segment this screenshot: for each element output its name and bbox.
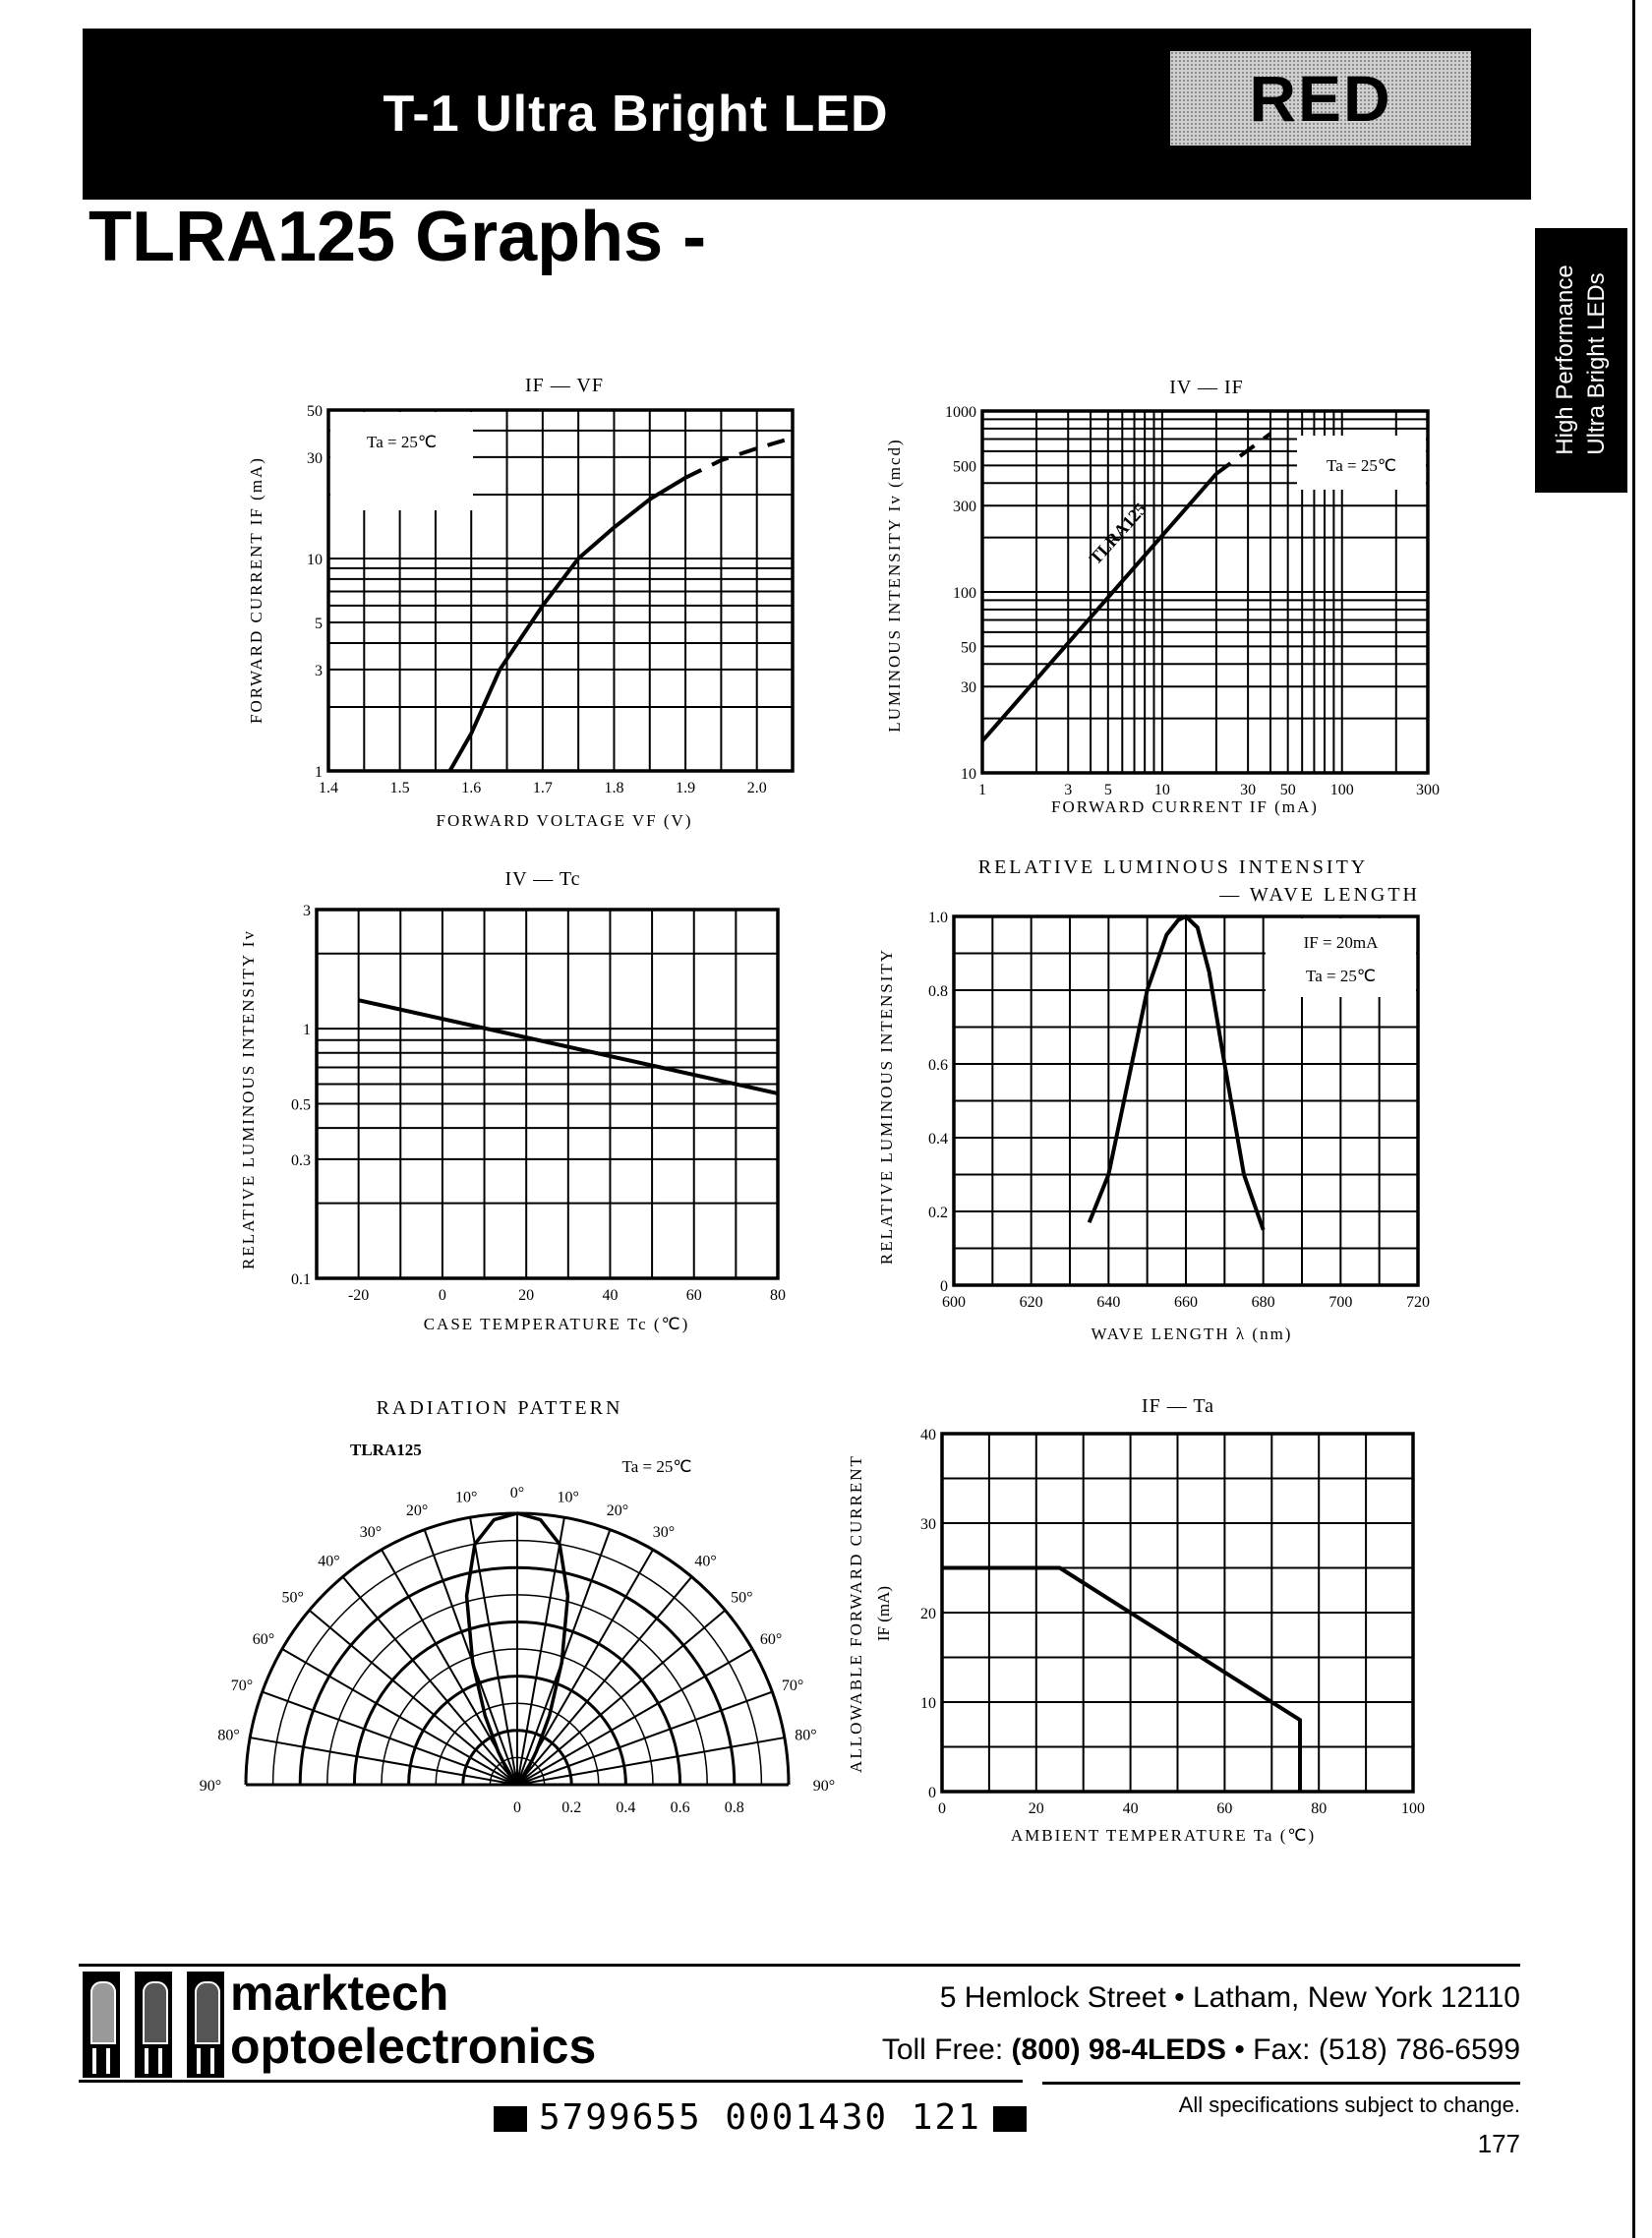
brand-subname: optoelectronics bbox=[230, 2019, 597, 2074]
x-tick-label: 40 bbox=[1122, 1800, 1139, 1817]
chart-iv-tc bbox=[239, 868, 786, 1333]
page-number: 177 bbox=[1477, 2129, 1520, 2158]
y-tick-label: 0.8 bbox=[928, 983, 948, 1000]
x-tick-label: 700 bbox=[1328, 1294, 1353, 1311]
x-tick-label: 1.9 bbox=[676, 780, 696, 796]
x-tick-label: 20 bbox=[1028, 1800, 1044, 1817]
x-tick-label: 1.8 bbox=[604, 780, 624, 796]
radial-tick-label: 0 bbox=[513, 1799, 521, 1816]
plot-frame bbox=[317, 910, 778, 1278]
angle-label: 60° bbox=[252, 1631, 275, 1648]
y-tick-label: 10 bbox=[307, 551, 323, 568]
y-axis-label: LUMINOUS INTENSITY Iv (mcd) bbox=[885, 438, 904, 733]
y-axis-label: RELATIVE LUMINOUS INTENSITY bbox=[877, 947, 896, 1266]
x-tick-label: 20 bbox=[518, 1287, 535, 1304]
barcode bbox=[482, 2097, 1038, 2138]
brand-name: marktech bbox=[230, 1966, 449, 2021]
series-line bbox=[942, 1568, 1300, 1793]
y-tick-label: 0.6 bbox=[928, 1057, 948, 1074]
y-tick-label: 0.5 bbox=[291, 1096, 311, 1114]
angle-label: 30° bbox=[359, 1523, 383, 1541]
x-tick-label: 40 bbox=[602, 1287, 619, 1304]
angle-label: 70° bbox=[781, 1678, 804, 1695]
annotation: Ta = 25℃ bbox=[1327, 456, 1396, 475]
side-tab-line1: High Performance bbox=[1552, 265, 1578, 455]
y-tick-label: 0.4 bbox=[928, 1131, 948, 1148]
x-tick-label: 30 bbox=[1240, 782, 1257, 798]
angle-label: 90° bbox=[812, 1778, 836, 1795]
x-axis-label: CASE TEMPERATURE Tc (℃) bbox=[423, 1315, 690, 1333]
y-tick-label: 0 bbox=[940, 1278, 948, 1295]
angle-label: 80° bbox=[217, 1727, 240, 1744]
phone-number: (800) 98-4LEDS bbox=[1011, 2033, 1226, 2066]
chart-title: IF — VF bbox=[525, 375, 604, 396]
y-tick-label: 50 bbox=[307, 403, 323, 420]
y-tick-label: 5 bbox=[315, 616, 323, 633]
y-tick-label: 0.1 bbox=[291, 1271, 311, 1288]
x-tick-label: 1.7 bbox=[532, 780, 553, 796]
x-tick-label: 1.4 bbox=[319, 780, 338, 796]
footer-divider bbox=[1042, 2082, 1520, 2085]
side-tab-line2: Ultra Bright LEDs bbox=[1583, 272, 1610, 455]
address: 5 Hemlock Street • Latham, New York 12110 bbox=[939, 1981, 1520, 2014]
angle-label: 10° bbox=[455, 1489, 478, 1506]
header-title: T-1 Ultra Bright LED bbox=[383, 86, 889, 143]
y-tick-label: 300 bbox=[953, 499, 976, 516]
x-tick-label: 3 bbox=[1064, 782, 1073, 798]
x-axis-label: FORWARD CURRENT IF (mA) bbox=[1051, 797, 1319, 816]
chart-title: IF — Ta bbox=[1141, 1395, 1215, 1417]
angle-label: 40° bbox=[694, 1553, 717, 1570]
y-tick-label: 3 bbox=[303, 903, 311, 919]
x-tick-label: 1.6 bbox=[461, 780, 482, 796]
x-tick-label: 660 bbox=[1174, 1294, 1198, 1311]
x-tick-label: 100 bbox=[1329, 782, 1354, 798]
angle-label: 20° bbox=[405, 1502, 429, 1519]
angle-label: 30° bbox=[652, 1523, 676, 1541]
y-tick-label: 0.2 bbox=[928, 1205, 948, 1221]
x-tick-label: 50 bbox=[1279, 782, 1296, 798]
annotation-box bbox=[330, 412, 473, 510]
angle-label: 40° bbox=[318, 1553, 340, 1570]
x-tick-label: 80 bbox=[1311, 1800, 1328, 1817]
y-tick-label: 40 bbox=[920, 1427, 936, 1443]
annotation: Ta = 25℃ bbox=[367, 433, 437, 451]
y-axis-label: ALLOWABLE FORWARD CURRENT bbox=[847, 1454, 865, 1773]
chart-radiation bbox=[200, 1397, 835, 1816]
y-tick-label: 1 bbox=[303, 1022, 311, 1039]
contact-line bbox=[882, 2033, 1520, 2067]
annotation-box bbox=[1266, 918, 1416, 997]
y-tick-label: 500 bbox=[953, 458, 976, 476]
y-tick-label: 30 bbox=[307, 449, 323, 467]
radial-tick-label: 0.6 bbox=[670, 1799, 690, 1816]
y-axis-label: RELATIVE LUMINOUS INTENSITY Iv bbox=[239, 929, 258, 1269]
chart-if-ta bbox=[847, 1395, 1425, 1845]
y-tick-label: 1000 bbox=[945, 404, 976, 421]
angle-label: 20° bbox=[606, 1502, 629, 1519]
chart-spectrum bbox=[877, 856, 1430, 1343]
x-axis-label: AMBIENT TEMPERATURE Ta (℃) bbox=[1010, 1826, 1317, 1845]
x-tick-label: -20 bbox=[347, 1287, 370, 1304]
led-logo-icon bbox=[135, 1972, 172, 2078]
y-tick-label: 20 bbox=[920, 1606, 936, 1622]
y-tick-label: 100 bbox=[953, 585, 976, 602]
angle-label: 70° bbox=[230, 1678, 254, 1695]
y-axis-label: FORWARD CURRENT IF (mA) bbox=[247, 456, 266, 724]
x-tick-label: 720 bbox=[1406, 1294, 1430, 1311]
radial-tick-label: 0.8 bbox=[724, 1799, 744, 1816]
y-tick-label: 30 bbox=[961, 679, 976, 697]
y-tick-label: 1.0 bbox=[928, 910, 948, 926]
marktech-logo bbox=[83, 1972, 225, 2078]
angle-label: 0° bbox=[509, 1485, 525, 1502]
fax: • Fax: (518) 786-6599 bbox=[1234, 2033, 1520, 2066]
x-tick-label: 2.0 bbox=[746, 780, 767, 796]
angle-label: 50° bbox=[731, 1589, 753, 1607]
color-badge: RED bbox=[1170, 51, 1471, 146]
x-tick-label: 1.5 bbox=[389, 780, 410, 796]
angle-label: 80° bbox=[795, 1727, 817, 1744]
footer-divider bbox=[79, 2080, 1023, 2083]
chart-title: IV — Tc bbox=[504, 868, 581, 890]
angle-label: 60° bbox=[759, 1631, 783, 1648]
x-tick-label: 5 bbox=[1103, 782, 1112, 798]
barcode-block-icon bbox=[993, 2106, 1027, 2132]
barcode-text: 5799655 0001430 121 bbox=[539, 2097, 981, 2138]
x-tick-label: 100 bbox=[1401, 1800, 1425, 1817]
y-tick-label: 10 bbox=[920, 1695, 936, 1712]
x-tick-label: 620 bbox=[1019, 1294, 1043, 1311]
x-tick-label: 300 bbox=[1416, 782, 1440, 798]
led-logo-icon bbox=[187, 1972, 224, 2078]
x-axis-label: FORWARD VOLTAGE VF (V) bbox=[436, 811, 693, 830]
annotation: Ta = 25℃ bbox=[621, 1457, 692, 1476]
series-line bbox=[1090, 916, 1264, 1230]
chart-title: IV — IF bbox=[1169, 377, 1244, 398]
y-tick-label: 30 bbox=[920, 1516, 936, 1533]
chart-subtitle: — WAVE LENGTH bbox=[1219, 884, 1420, 906]
x-tick-label: 60 bbox=[1216, 1800, 1233, 1817]
series-line bbox=[982, 474, 1216, 741]
series-label: TLRA125 bbox=[1085, 499, 1151, 568]
x-tick-label: 60 bbox=[685, 1287, 702, 1304]
annotation: Ta = 25℃ bbox=[1306, 967, 1376, 985]
led-logo-icon bbox=[83, 1972, 120, 2078]
y-tick-label: 0.3 bbox=[291, 1151, 311, 1169]
chart-if-vf bbox=[247, 375, 793, 830]
annotation: IF = 20mA bbox=[1303, 933, 1379, 952]
x-tick-label: 680 bbox=[1251, 1294, 1275, 1311]
x-axis-label: WAVE LENGTH λ (nm) bbox=[1091, 1325, 1293, 1343]
x-tick-label: 10 bbox=[1153, 782, 1170, 798]
page-title: TLRA125 Graphs - bbox=[88, 198, 707, 276]
x-tick-label: 0 bbox=[438, 1287, 446, 1304]
y-tick-label: 50 bbox=[961, 639, 976, 657]
y-tick-label: 3 bbox=[315, 662, 323, 679]
chart-iv-if bbox=[885, 377, 1440, 816]
radial-tick-label: 0.4 bbox=[616, 1799, 636, 1816]
y-tick-label: 0 bbox=[928, 1785, 936, 1801]
barcode-block-icon bbox=[494, 2106, 527, 2132]
x-tick-label: 0 bbox=[938, 1800, 946, 1817]
chart-title: RELATIVE LUMINOUS INTENSITY bbox=[977, 856, 1369, 878]
y-tick-label: 1 bbox=[315, 764, 323, 781]
angle-label: 90° bbox=[199, 1778, 222, 1795]
x-tick-label: 640 bbox=[1096, 1294, 1121, 1311]
y-axis-label-unit: IF (mA) bbox=[874, 1585, 893, 1642]
x-tick-label: 600 bbox=[942, 1294, 966, 1311]
angle-label: 50° bbox=[281, 1589, 304, 1607]
radial-tick-label: 0.2 bbox=[561, 1799, 582, 1816]
model-label: TLRA125 bbox=[350, 1441, 422, 1459]
x-tick-label: 80 bbox=[770, 1287, 786, 1304]
x-tick-label: 1 bbox=[978, 782, 986, 798]
phone-label: Toll Free: bbox=[881, 2033, 1004, 2066]
disclaimer: All specifications subject to change. bbox=[1178, 2092, 1520, 2117]
angle-label: 10° bbox=[557, 1489, 579, 1506]
y-tick-label: 10 bbox=[961, 766, 976, 783]
chart-title: RADIATION PATTERN bbox=[376, 1397, 623, 1419]
